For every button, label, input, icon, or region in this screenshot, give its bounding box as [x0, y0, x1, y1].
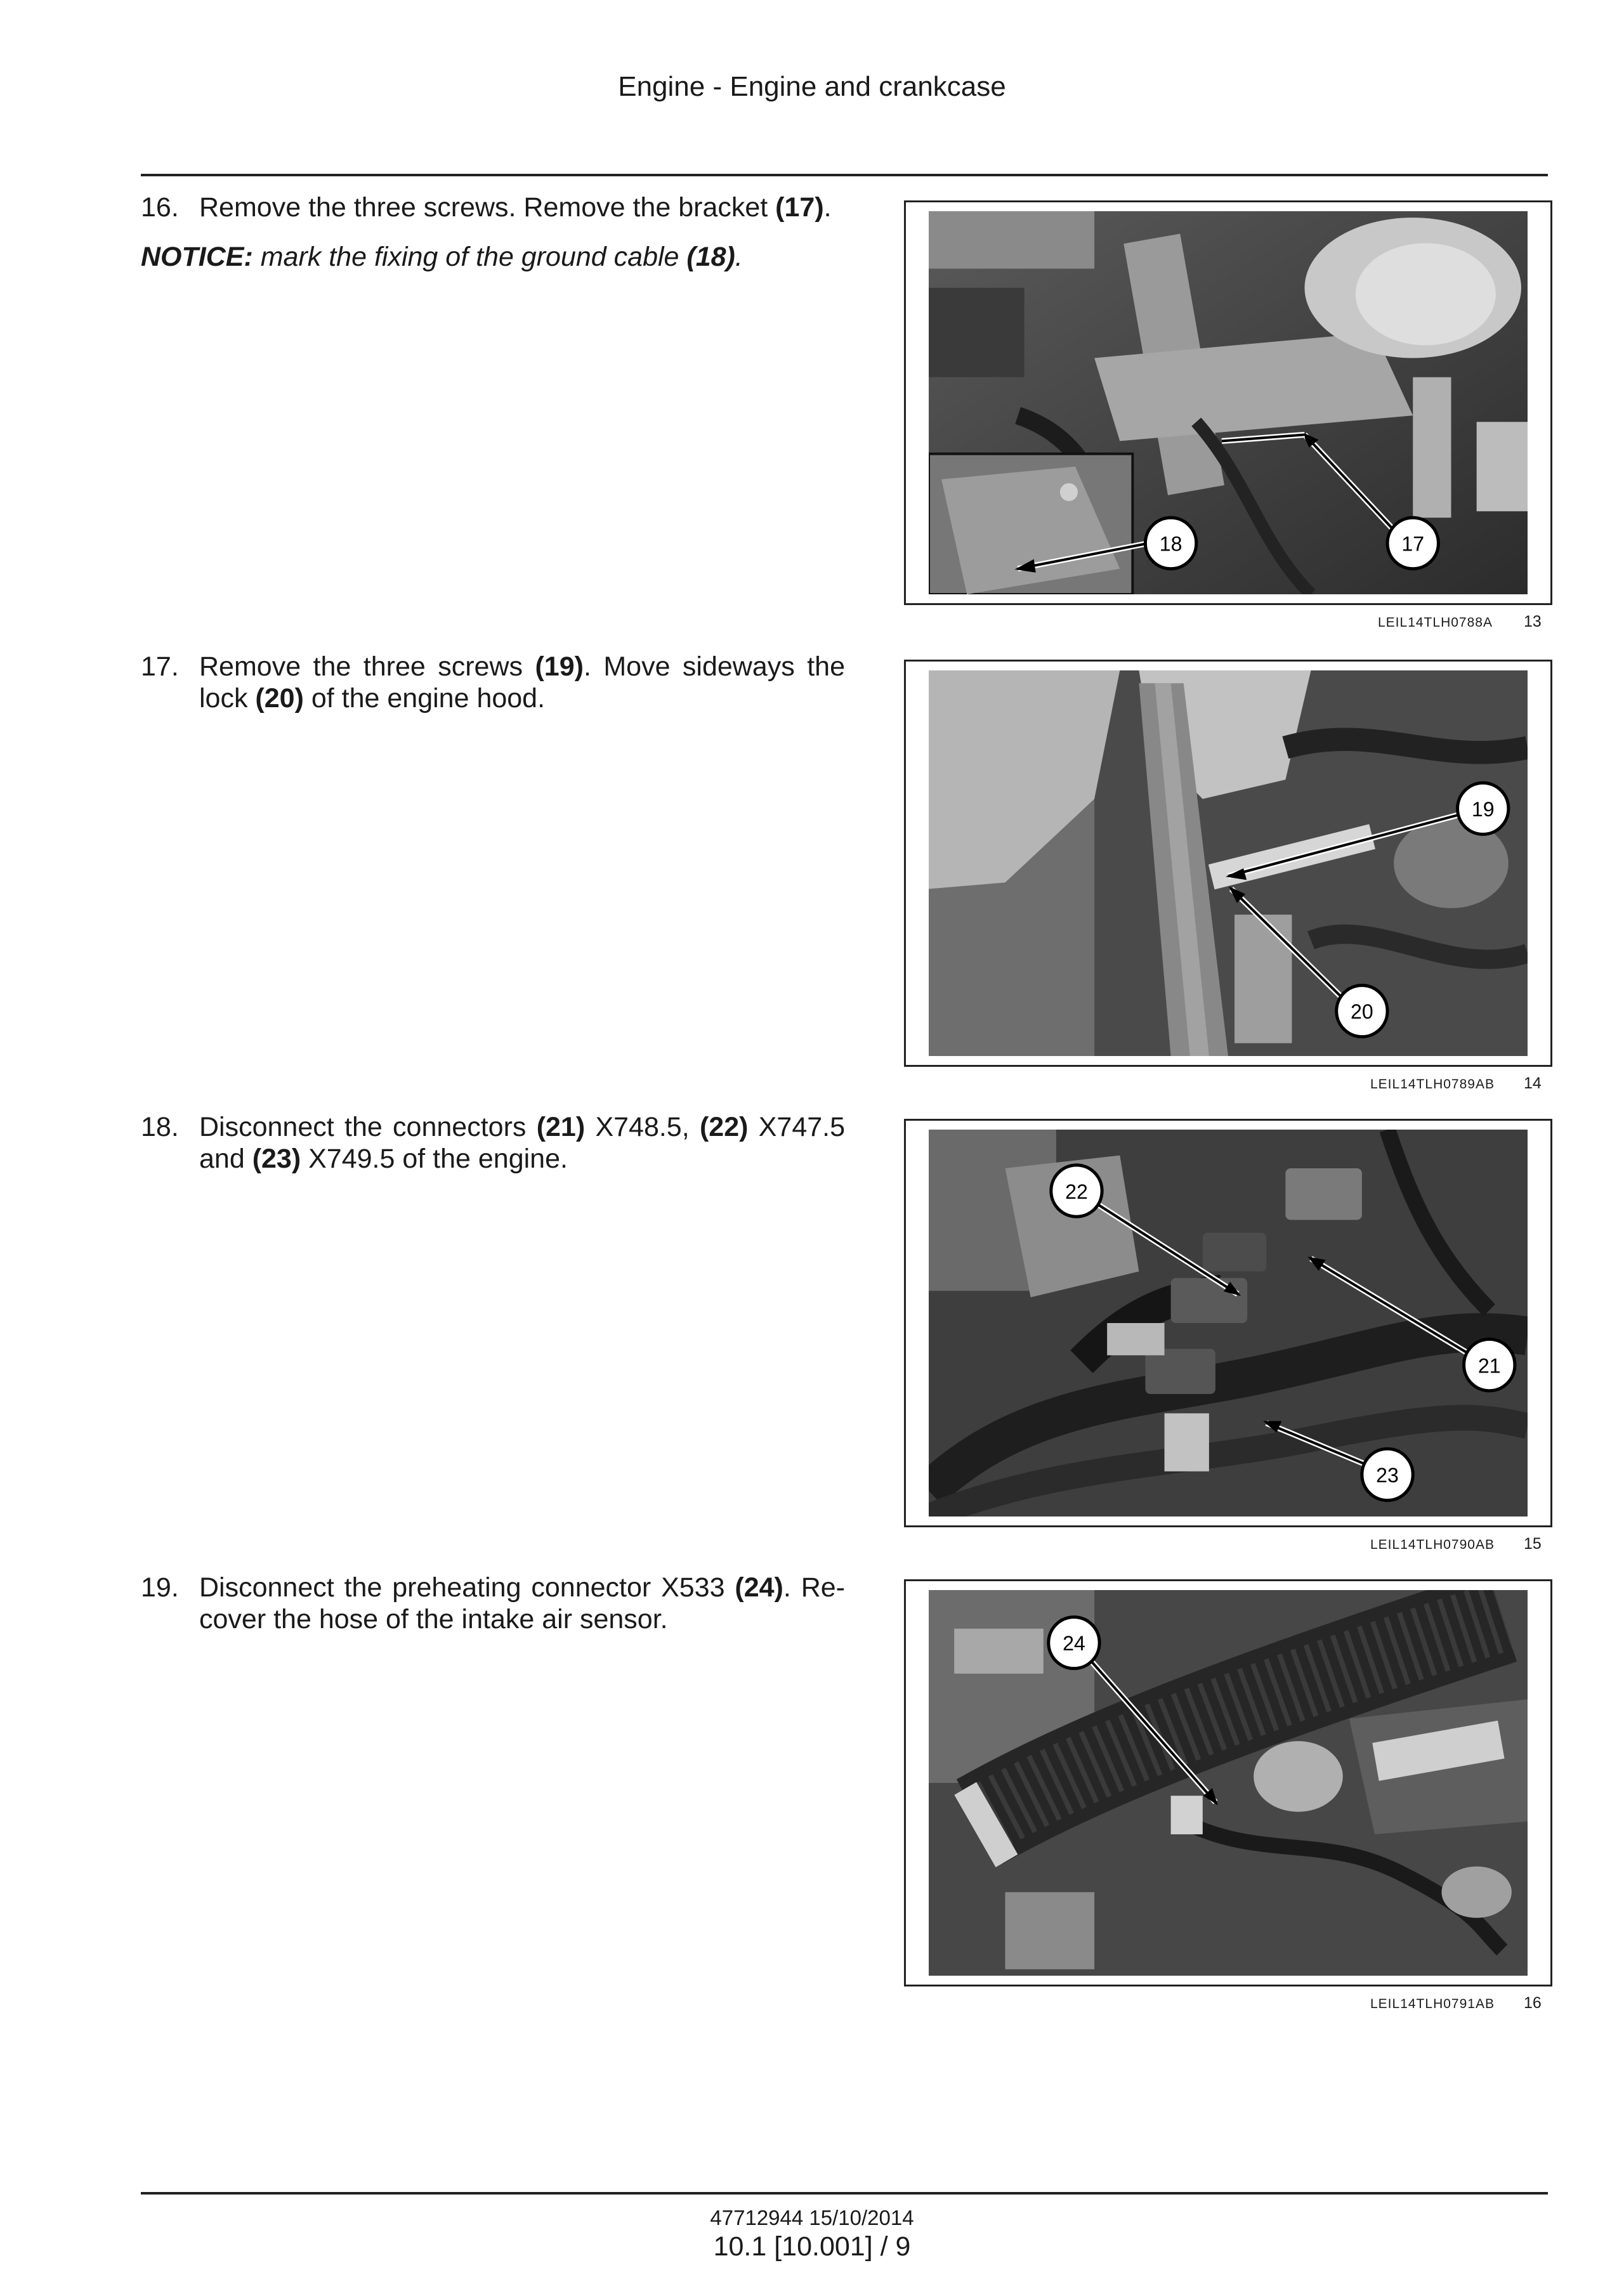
step-number: 18. — [141, 1112, 179, 1142]
figure-15-photo — [904, 1119, 1552, 1527]
step-18 — [141, 1111, 845, 1175]
text-run: Disconnect the connectors — [199, 1112, 537, 1142]
hood-lock-photo — [929, 670, 1528, 1056]
figure-16-number: 16 — [1524, 1994, 1542, 2012]
figure-16-photo — [904, 1579, 1552, 1986]
callout-22: 22 — [1065, 1180, 1088, 1203]
callout-19: 19 — [1471, 797, 1495, 821]
figure-13-number: 13 — [1524, 613, 1542, 630]
text-run: . Move sideways the lock — [199, 651, 845, 714]
step-text — [199, 1572, 845, 1635]
step-text — [199, 651, 845, 714]
text-run: X749.5 of the engine. — [301, 1144, 568, 1174]
photo-illustration — [929, 670, 1528, 1056]
footer-page-reference: 10.1 [10.001] / 9 — [713, 2231, 911, 2262]
callout-20: 20 — [1351, 1000, 1373, 1024]
step-19 — [141, 1572, 845, 1635]
step-17 — [141, 651, 845, 714]
text-run: Remove the three screws — [199, 651, 535, 682]
callout-18: 18 — [1159, 532, 1182, 556]
figure-14-photo — [904, 660, 1552, 1067]
ref-23: (23) — [252, 1144, 301, 1174]
ref-19: (19) — [535, 651, 584, 682]
engine-bracket-photo — [929, 211, 1528, 594]
figure-16-id: LEIL14TLH0791AB — [1370, 1997, 1495, 2011]
notice-label: NOTICE: — [141, 242, 253, 272]
text-run: X747.5 and — [199, 1112, 846, 1174]
step-number: 17. — [141, 651, 179, 682]
step-number: 19. — [141, 1572, 179, 1603]
ref-18: (18) — [686, 242, 735, 272]
text-run: . Re-cover the hose of the intake air sensor. — [199, 1572, 845, 1634]
step-text — [199, 192, 845, 223]
connectors-photo — [929, 1130, 1528, 1517]
preheating-connector-photo — [929, 1590, 1528, 1976]
photo-illustration — [929, 1590, 1528, 1976]
figure-14-number: 14 — [1524, 1074, 1542, 1092]
photo-illustration — [929, 211, 1528, 594]
figure-14-id: LEIL14TLH0789AB — [1370, 1077, 1495, 1092]
text-run: Disconnect the preheating connector X533 — [199, 1572, 735, 1603]
step-number: 16. — [141, 192, 179, 223]
ref-20: (20) — [255, 683, 304, 714]
ref-17: (17) — [775, 192, 824, 223]
figure-13-photo — [904, 200, 1552, 605]
footer-divider — [141, 2192, 1548, 2195]
notice-text: mark the fixing of the ground cable — [252, 242, 687, 272]
callout-23: 23 — [1376, 1463, 1399, 1487]
figure-15-id: LEIL14TLH0790AB — [1370, 1537, 1495, 1552]
callout-21: 21 — [1477, 1354, 1501, 1378]
ref-24: (24) — [735, 1572, 783, 1603]
photo-illustration — [929, 1130, 1528, 1517]
notice-end: . — [735, 242, 743, 272]
text-run: X748.5, — [585, 1112, 700, 1142]
step-text — [199, 1111, 845, 1175]
figure-13-id: LEIL14TLH0788A — [1378, 615, 1493, 630]
text-run: Remove the three screws. Remove the bracket — [199, 192, 776, 223]
page-header-title: Engine - Engine and crankcase — [618, 71, 1006, 102]
ref-21: (21) — [536, 1112, 586, 1142]
figure-15-number: 15 — [1524, 1535, 1542, 1553]
footer-document-number: 47712944 15/10/2014 — [710, 2206, 914, 2229]
callout-17: 17 — [1401, 532, 1425, 556]
text-run: of the engine hood. — [303, 683, 546, 714]
header-divider — [141, 174, 1548, 176]
ref-22: (22) — [699, 1112, 749, 1142]
notice — [141, 241, 845, 273]
step-16 — [141, 192, 845, 223]
text-run: . — [823, 192, 832, 223]
callout-24: 24 — [1063, 1632, 1085, 1655]
